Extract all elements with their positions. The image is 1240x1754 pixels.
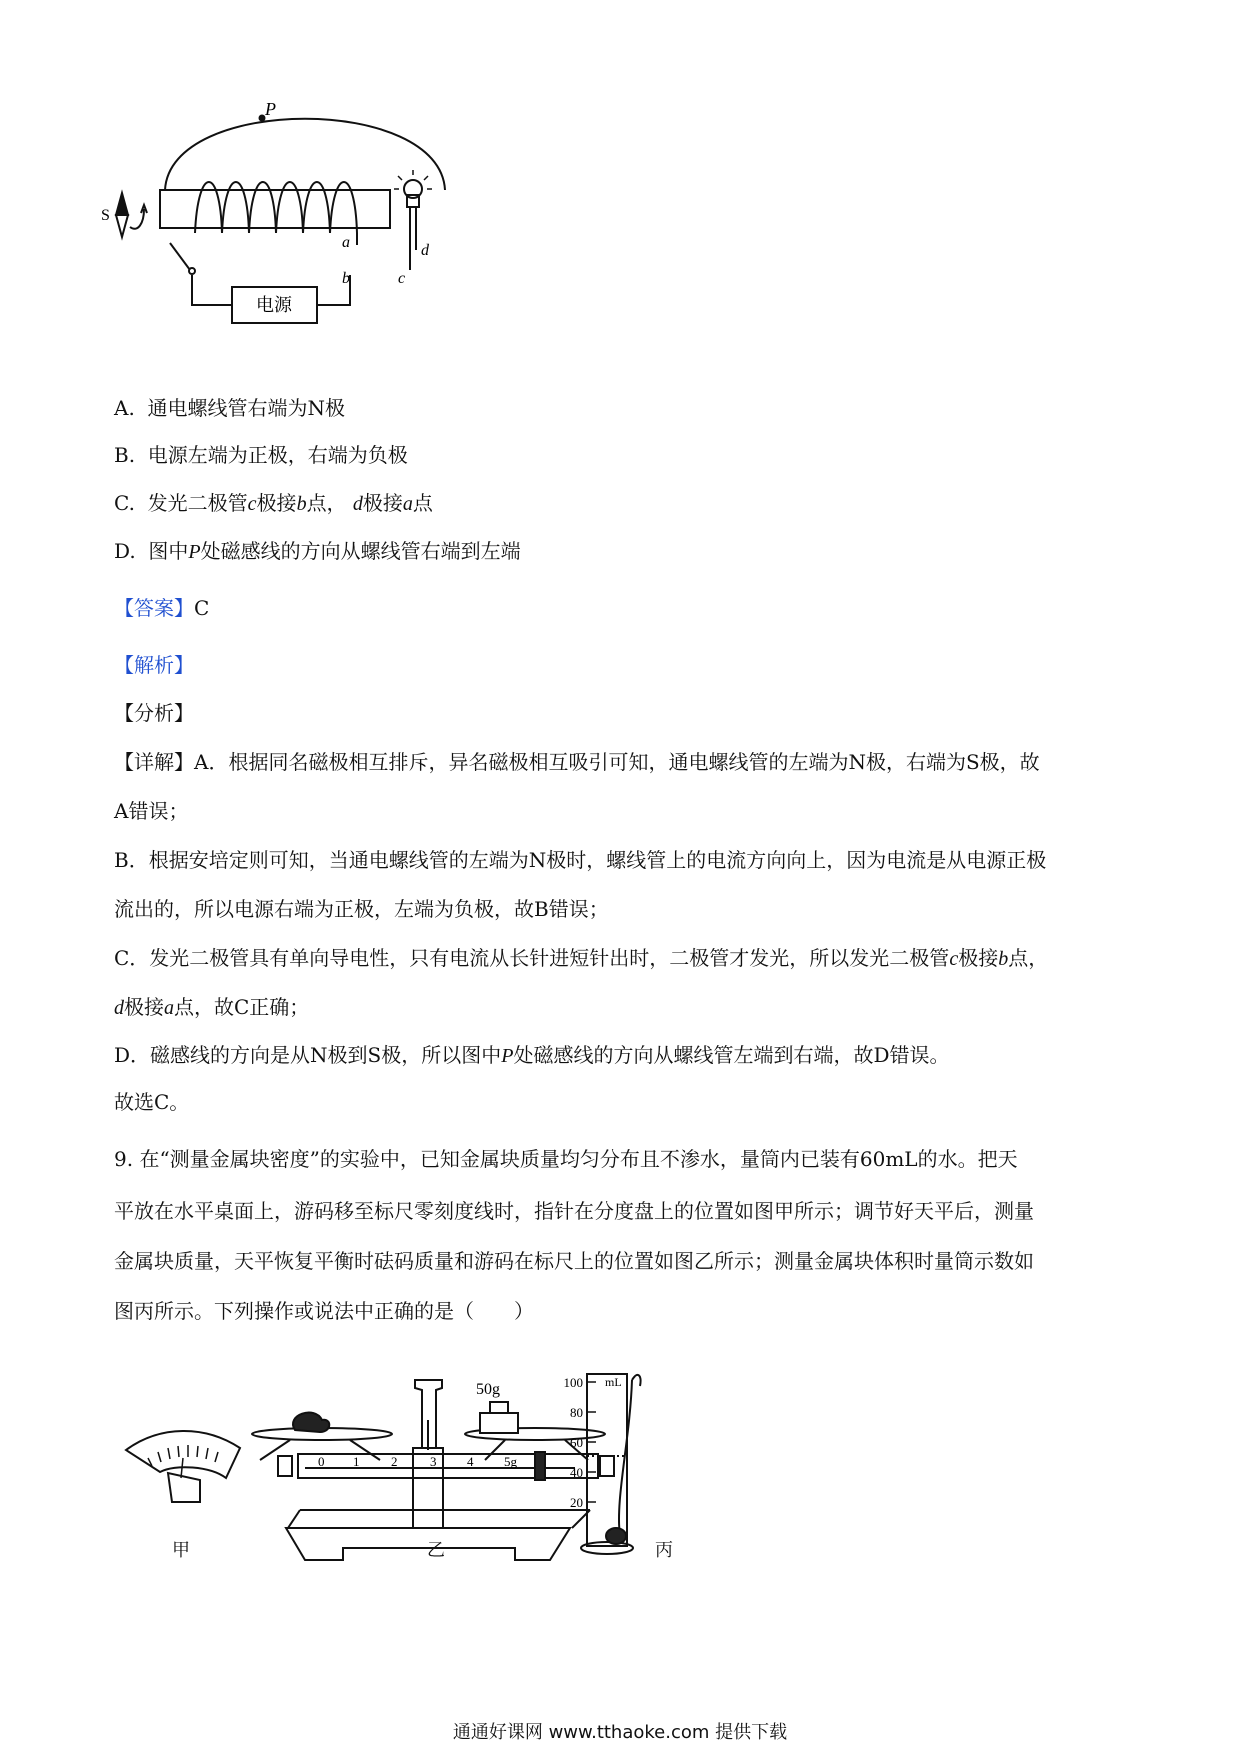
weight-label: 50g <box>476 1381 500 1398</box>
cylinder-tick-80: 80 <box>570 1405 583 1420</box>
scale-tick-4: 4 <box>467 1454 474 1469</box>
cylinder-tick-60: 60 <box>570 1435 583 1450</box>
option-a: A. 通电螺线管右端为N极 <box>114 396 346 420</box>
balance-figure <box>110 1360 730 1570</box>
label-a: a <box>342 234 350 251</box>
cylinder-tick-20: 20 <box>570 1495 583 1510</box>
label-s: S <box>101 207 110 224</box>
option-b: B. 电源左端为正极，右端为负极 <box>114 443 408 467</box>
label-p: P <box>265 99 276 119</box>
fenxi-label: 【分析】 <box>114 701 194 725</box>
detail-c-line1: C．发光二极管具有单向导电性，只有电流从长针进短针出时，二极管才发光，所以发光二极管c极接b点， <box>114 946 1049 970</box>
footer-text: 通通好课网 www.tthaoke.com 提供下载 <box>452 1722 788 1743</box>
label-yi: 乙 <box>427 1540 445 1561</box>
scale-tick-1: 1 <box>353 1454 360 1469</box>
detail-a-line1: 【详解】A．根据同名磁极相互排斥，异名磁极相互吸引可知，通电螺线管的左端为N极，右端为S极，故 <box>114 750 1040 774</box>
question9-line2: 平放在水平桌面上，游码移至标尺零刻度线时，指针在分度盘上的位置如图甲所示；调节好天平后，测量 <box>114 1199 1034 1223</box>
label-bing: 丙 <box>655 1540 673 1561</box>
scale-tick-3: 3 <box>430 1454 437 1469</box>
question9-line3: 金属块质量，天平恢复平衡时砝码质量和游码在标尺上的位置如图乙所示；测量金属块体积时量筒示数如 <box>114 1249 1034 1273</box>
power-label: 电源 <box>256 295 292 316</box>
label-b: b <box>342 270 350 287</box>
conclusion: 故选C。 <box>114 1090 190 1114</box>
label-d: d <box>421 242 429 259</box>
question9-line1: 9. 在“测量金属块密度”的实验中，已知金属块质量均匀分布且不渗水，量筒内已装有60mL的水。把天 <box>114 1147 1018 1171</box>
scale-tick-5g: 5g <box>504 1454 517 1469</box>
label-jia: 甲 <box>172 1540 190 1561</box>
detail-b-line2: 流出的，所以电源右端为正极，左端为负极，故B错误； <box>114 897 609 921</box>
detail-a-line2: A错误； <box>114 799 189 823</box>
answer-value: C <box>194 596 210 620</box>
answer-line <box>114 594 209 622</box>
scale-tick-2: 2 <box>391 1454 398 1469</box>
solenoid-circuit-figure <box>101 99 490 375</box>
scale-tick-0: 0 <box>318 1454 325 1469</box>
answer-label: 【答案】 <box>114 596 194 620</box>
detail-d-line: D．磁感线的方向是从N极到S极，所以图中P处磁感线的方向从螺线管左端到右端，故D错误。 <box>114 1043 950 1067</box>
question9-line4: 图丙所示。下列操作或说法中正确的是（ ） <box>114 1299 534 1323</box>
detail-c-line2: d极接a点，故C正确； <box>114 995 310 1019</box>
cylinder-tick-100: 100 <box>563 1375 583 1390</box>
cylinder-unit: mL <box>605 1375 622 1389</box>
label-c: c <box>398 270 406 287</box>
cylinder-tick-40: 40 <box>570 1465 583 1480</box>
detail-b-line1: B．根据安培定则可知，当通电螺线管的左端为N极时，螺线管上的电流方向向上，因为电流是从电源正极 <box>114 848 1047 872</box>
option-d: D. 图中P处磁感线的方向从螺线管右端到左端 <box>114 539 521 563</box>
jiexi-label: 【解析】 <box>114 653 194 677</box>
option-c: C. 发光二极管c极接b点， d极接a点 <box>114 491 433 515</box>
